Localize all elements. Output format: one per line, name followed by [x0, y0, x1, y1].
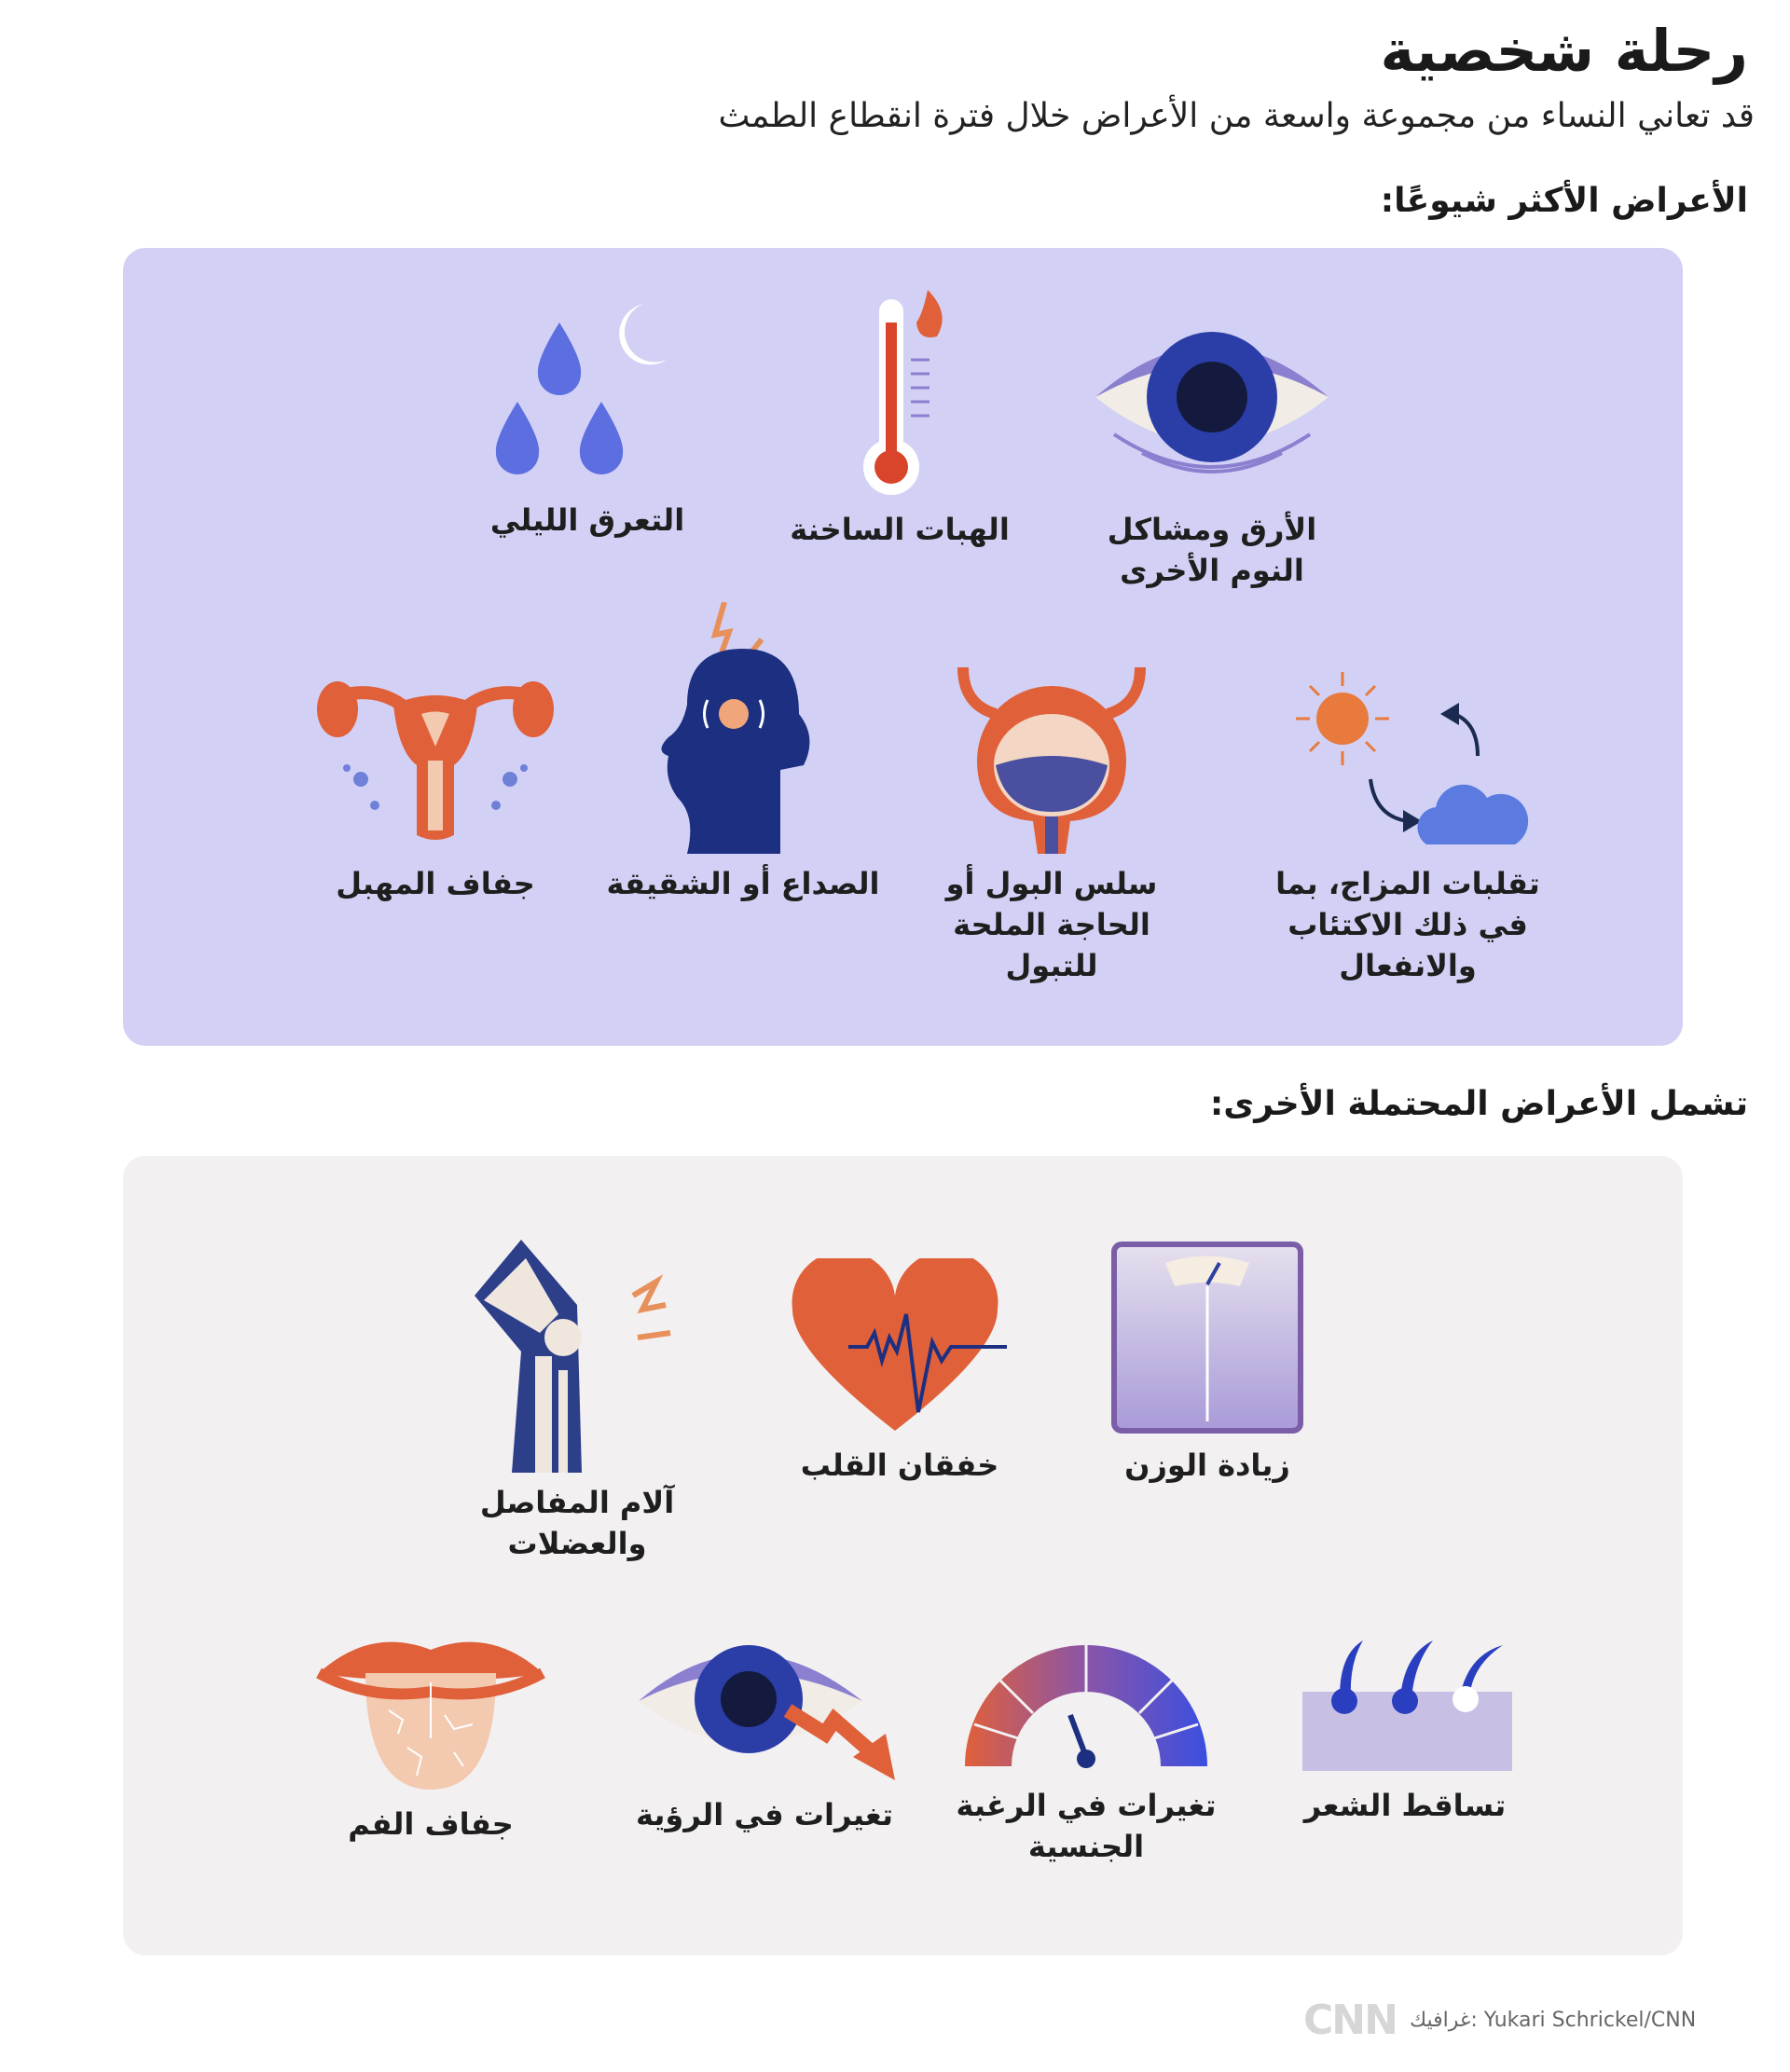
dry-mouth-icon: [314, 1626, 547, 1794]
other-heading: تشمل الأعراض المحتملة الأخرى:: [1209, 1085, 1748, 1123]
uterus-icon: [305, 658, 566, 854]
common-symptoms-panel: [123, 248, 1683, 1046]
hair-follicle-icon: [1293, 1636, 1517, 1776]
common-heading: الأعراض الأكثر شيوعًا:: [1380, 182, 1748, 220]
graphic-credit: غرافيك: Yukari Schrickel/CNN: [1409, 2009, 1697, 2032]
eye-icon: [1086, 313, 1338, 500]
symptom-joint-pain: آلام المفاصل والعضلات: [437, 1240, 717, 1564]
symptom-vaginal-dryness: جفاف المهبل: [296, 658, 575, 904]
symptom-insomnia: الأرق ومشاكل النوم الأخرى: [1072, 313, 1352, 591]
scale-icon: [1109, 1240, 1305, 1435]
gauge-icon: [960, 1636, 1212, 1776]
symptom-heart-palpitations: خفقان القلب: [760, 1258, 1040, 1486]
symptom-hot-flashes: الهبات الساخنة: [760, 285, 1040, 550]
symptom-vision-changes: تغيرات في الرؤية: [625, 1626, 904, 1835]
other-symptoms-panel: [123, 1156, 1683, 1955]
symptom-incontinence: سلس البول أو الحاجة الملحة للتبول: [912, 658, 1191, 986]
knee-joint-icon: [456, 1240, 698, 1473]
symptom-night-sweats: التعرق الليلي: [448, 295, 727, 541]
symptom-hair-loss: تساقط الشعر: [1265, 1636, 1545, 1826]
thermometer-icon: [844, 285, 956, 500]
heart-pulse-icon: [783, 1258, 1016, 1435]
head-pain-icon: [650, 602, 836, 854]
cnn-arabic-logo: CNN: [1303, 1997, 1397, 2044]
symptom-mood-swings: تقلبات المزاج، بما في ذلك الاكتئاب والانفعال: [1268, 658, 1548, 986]
symptom-weight-gain: زيادة الوزن: [1067, 1240, 1347, 1486]
subtitle: قد تعاني النساء من مجموعة واسعة من الأعراض خلال فترة انقطاع الطمث: [718, 97, 1755, 135]
sweat-drops-moon-icon: [494, 295, 681, 490]
sun-cloud-cycle-icon: [1277, 658, 1538, 854]
page-title: رحلة شخصية: [1380, 17, 1748, 85]
symptom-headache: الصداع أو الشقيقة: [603, 602, 883, 904]
symptom-dry-mouth: جفاف الفم: [291, 1626, 571, 1845]
bladder-icon: [949, 658, 1154, 854]
symptom-libido-changes: تغيرات في الرغبة الجنسية: [946, 1636, 1226, 1867]
eye-decline-icon: [629, 1626, 900, 1785]
footer: [1303, 1997, 1696, 2044]
